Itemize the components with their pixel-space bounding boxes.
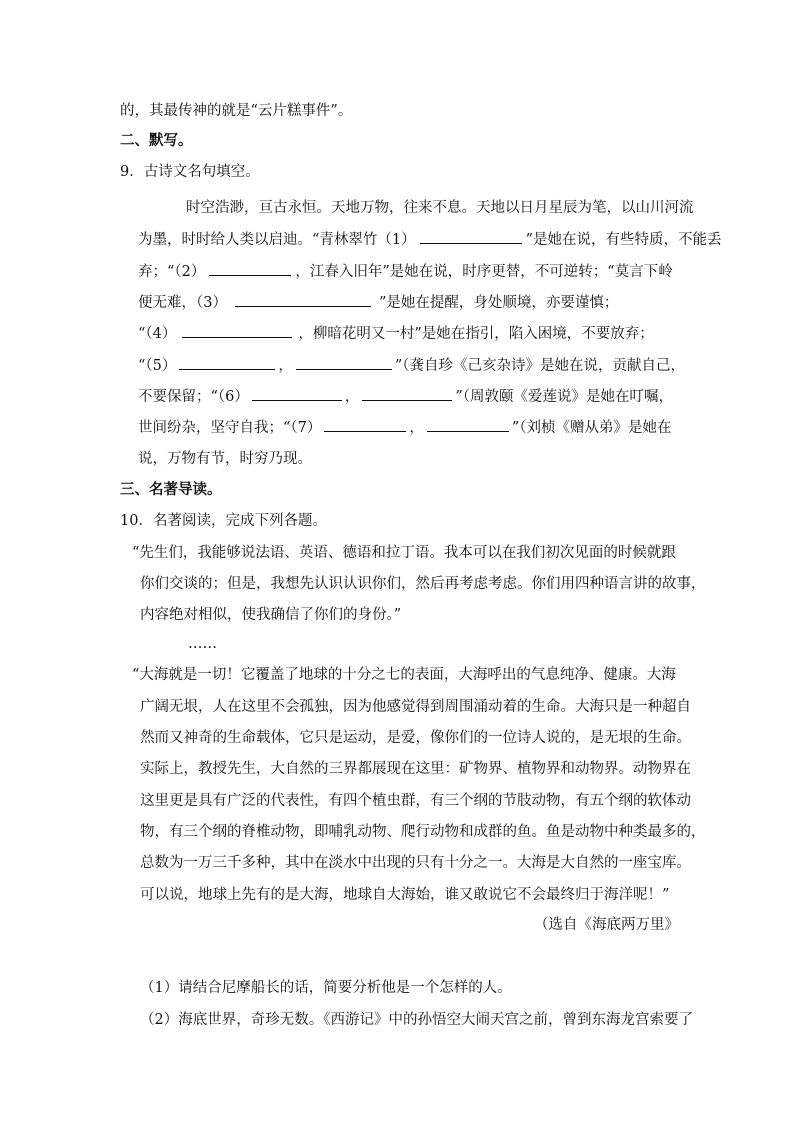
q9-line-8 — [138, 417, 672, 438]
q9-text: “（4） — [138, 326, 177, 342]
q9-text: ，柳暗花明又一村”是她在指引，陷入困境，不要放弃； — [298, 326, 654, 342]
q9-line-6 — [138, 355, 685, 376]
q9-text: 弃；“（2） — [138, 264, 206, 280]
q9-text: “（5） — [138, 358, 177, 374]
passage1-line-1: “先生们，我能够说法语、英语、德语和拉丁语。我本可以在我们初次见面的时候就跟 — [132, 545, 676, 561]
blank-1[interactable] — [420, 229, 522, 244]
q9-text: 为墨，时时给人类以启迪。“青林翠竹（1） — [138, 232, 416, 248]
q9-line-4 — [138, 292, 618, 313]
section-heading-dictation: 二、默写。 — [120, 132, 193, 149]
q9-text: ”（周敦颐《爱莲说》是她在叮嘱， — [455, 389, 674, 405]
q9-text: ”是她在提醒，身处顺境，亦要谨慎； — [378, 295, 619, 311]
q10-sub-question-1: （1）请结合尼摩船长的话，简要分析他是一个怎样的人。 — [140, 980, 512, 996]
q9-label: 9．古诗文名句填空。 — [120, 164, 260, 180]
q9-text: ”是她在说，有些特质，不能丢 — [525, 232, 722, 248]
passage2-line-2: 广阔无垠，人在这里不会孤独，因为他感觉得到周围涌动着的生命。大海只是一种超自 — [140, 699, 691, 715]
q9-line-9: 说，万物有节，时穷乃现。 — [138, 451, 312, 467]
passage1-line-2: 你们交谈的；但是，我想先认识认识你们，然后再考虑考虑。你们用四种语言讲的故事， — [140, 576, 706, 592]
blank-2[interactable] — [209, 261, 291, 276]
passage2-line-4: 实际上，教授先生，大自然的三界都展现在这里：矿物界、植物界和动物界。动物界在 — [140, 761, 691, 777]
q9-text: ”（龚自珍《己亥杂诗》是她在说，贡献自己， — [394, 358, 686, 374]
blank-7a[interactable] — [324, 417, 406, 432]
q9-text: ”（刘桢《赠从弟》是她在 — [511, 420, 672, 436]
passage2-line-8: 可以说，地球上先有的是大海，地球自大海始，谁又敢说它不会最终归于海洋呢！” — [140, 887, 670, 903]
passage-source: （选自《海底两万里》 — [534, 917, 679, 933]
top-fragment: 的，其最传神的就是“云片糕事件”。 — [120, 103, 353, 119]
blank-6b[interactable] — [362, 386, 452, 401]
passage2-line-1: “大海就是一切！它覆盖了地球的十分之七的表面，大海呼出的气息纯净、健康。大海 — [132, 667, 676, 683]
q9-line-2 — [138, 229, 722, 250]
blank-6a[interactable] — [252, 386, 342, 401]
q9-text: ， — [278, 358, 293, 374]
q10-label: 10．名著阅读，完成下列各题。 — [120, 513, 327, 529]
q9-text: ， — [409, 420, 424, 436]
q9-text: ，江春入旧年”是她在说，时序更替，不可逆转；“莫言下岭 — [295, 264, 673, 280]
passage2-line-3: 然而又神奇的生命载体，它只是运动，是爱，像你们的一位诗人说的，是无垠的生命。 — [140, 730, 691, 746]
q9-line-1: 时空浩渺，亘古永恒。天地万物，往来不息。天地以日月星辰为笔，以山川河流 — [186, 200, 694, 216]
ellipsis: …… — [188, 636, 217, 652]
q9-line-3 — [138, 261, 673, 282]
blank-7b[interactable] — [427, 417, 509, 432]
blank-5a[interactable] — [179, 355, 275, 370]
passage2-line-7: 总数为一万三千多种，其中在淡水中出现的只有十分之一。大海是大自然的一座宝库。 — [140, 855, 691, 871]
blank-4[interactable] — [182, 323, 292, 338]
blank-3[interactable] — [235, 292, 371, 307]
blank-5b[interactable] — [296, 355, 392, 370]
q9-text: ， — [344, 389, 360, 405]
section-heading-classics: 三、名著导读。 — [120, 481, 222, 498]
q9-text: 便无难，（3） — [138, 295, 227, 311]
q9-text: 世间纷杂，坚守自我；“（7） — [138, 420, 322, 436]
q10-sub-question-2: （2）海底世界，奇珍无数。《西游记》中的孙悟空大闹天宫之前，曾到东海龙宫索要了 — [140, 1012, 693, 1028]
q9-text: 不要保留；“（6） — [138, 389, 249, 405]
q9-line-5 — [138, 323, 654, 344]
passage2-line-6: 物，有三个纲的脊椎动物，即哺乳动物、爬行动物和成群的鱼。鱼是动物中种类最多的， — [140, 824, 706, 840]
passage2-line-5: 这里更是具有广泛的代表性，有四个植虫群，有三个纲的节肢动物，有五个纲的软体动 — [140, 793, 691, 809]
q9-line-7 — [138, 386, 673, 407]
passage1-line-3: 内容绝对相似，使我确信了你们的身份。” — [140, 607, 402, 623]
